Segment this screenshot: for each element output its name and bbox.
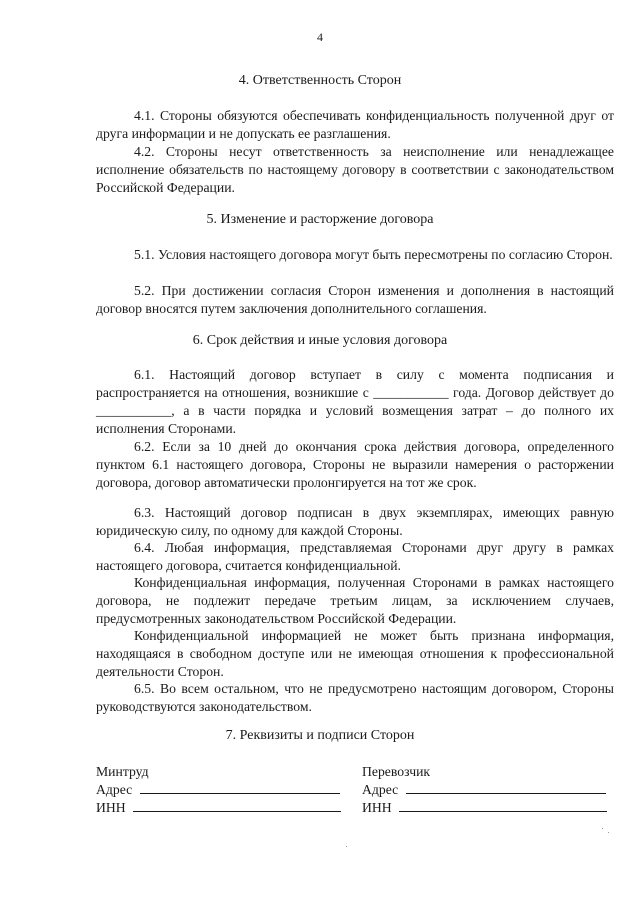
party-right-address-row	[362, 781, 606, 799]
paragraph-6-1: 6.1. Настоящий договор вступает в силу с момента подписания и распространяется на отношения, возникшие с ___________ года. Договор действует до ___________, а в части порядка и условий возмещения затрат – до полного их исполнения Сторонами.	[96, 367, 614, 436]
paragraph-5-1: 5.1. Условия настоящего договора могут быть пересмотрены по согласию Сторон.	[134, 247, 613, 262]
paragraph-6-3: 6.3. Настоящий договор подписан в двух экземплярах, имеющих равную юридическую силу, по одному для каждой Стороны.	[96, 505, 614, 538]
party-right-inn-field[interactable]	[399, 799, 607, 812]
party-left-name: Минтруд	[96, 764, 149, 779]
scan-speck	[346, 846, 347, 847]
party-right-address-label: Адрес	[362, 782, 399, 797]
section-7-title: 7. Реквизиты и подписи Сторон	[225, 728, 415, 743]
scan-speck	[602, 828, 603, 829]
section-4-title: 4. Ответственность Сторон	[238, 73, 402, 88]
paragraph-4-1: 4.1. Стороны обязуются обеспечивать конфиденциальность полученной друг от друга информации и не допускать ее разглашения.	[96, 108, 614, 141]
paragraph-4-2: 4.2. Стороны несут ответственность за неисполнение или ненадлежащее исполнение обязательств по настоящему договору в соответствии с законодательством Российской Федерации.	[96, 144, 614, 195]
party-right-name: Перевозчик	[362, 764, 431, 779]
paragraph-6-2: 6.2. Если за 10 дней до окончания срока действия договора, определенного пунктом 6.1 настоящего договора, Стороны не выразили намерения о расторжении договора, договор автоматически пролонгируется на тот же срок.	[96, 439, 614, 490]
page-number: 4	[317, 30, 323, 44]
party-left-inn-field[interactable]	[133, 799, 341, 812]
scan-speck	[608, 832, 609, 833]
party-right-inn-row	[362, 799, 607, 817]
section-6-title: 6. Срок действия и иные условия договора	[192, 333, 448, 348]
party-right-address-field[interactable]	[406, 781, 606, 794]
party-left-address-label: Адрес	[96, 782, 133, 797]
section-5-title: 5. Изменение и расторжение договора	[206, 212, 434, 227]
paragraph-6-4-exception: Конфиденциальной информацией не может быть признана информация, находящаяся в свободном доступе или не имеющая отношения к профессиональной деятельности Сторон.	[96, 628, 614, 679]
party-left-inn-label: ИНН	[96, 800, 126, 815]
party-left-address-field[interactable]	[140, 781, 340, 794]
party-left-address-row	[96, 781, 340, 799]
paragraph-6-4: 6.4. Любая информация, представляемая Сторонами друг другу в рамках настоящего договора, считается конфиденциальной.	[96, 540, 614, 573]
paragraph-5-2: 5.2. При достижении согласия Сторон изменения и дополнения в настоящий договор вносятся путем заключения дополнительного соглашения.	[96, 283, 614, 316]
party-left-inn-row	[96, 799, 341, 817]
paragraph-6-4-confidential: Конфиденциальная информация, полученная Сторонами в рамках настоящего договора, не подлежит передаче третьим лицам, за исключением случаев, предусмотренных законодательством Российской Федерации.	[96, 575, 614, 626]
paragraph-6-5: 6.5. Во всем остальном, что не предусмотрено настоящим договором, Стороны руководствуются законодательством.	[96, 681, 614, 714]
party-right-inn-label: ИНН	[362, 800, 392, 815]
